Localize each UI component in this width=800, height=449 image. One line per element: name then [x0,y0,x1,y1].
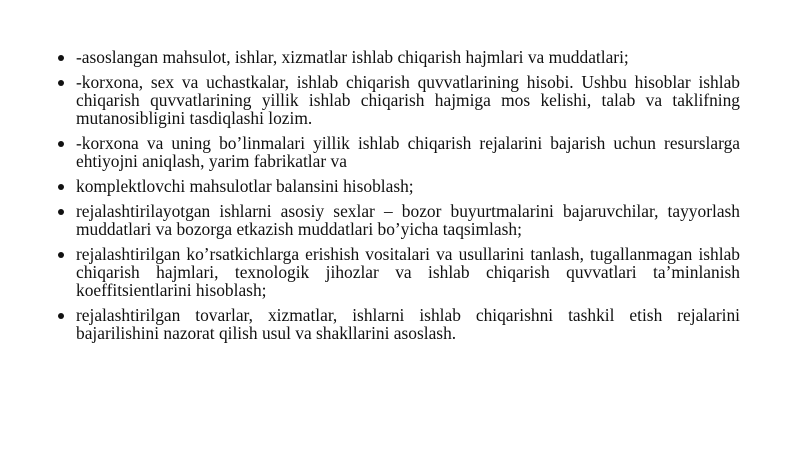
list-item [56,48,740,66]
list-item [56,245,740,299]
list-item [56,134,740,170]
list-item [56,202,740,238]
list-item-text: -asoslangan mahsulot, ishlar, xizmatlar ishlab chiqarish hajmlari va muddatlari; [76,47,629,67]
bullet-dot-icon [58,252,64,258]
list-item-text: rejalashtirilgan ko’rsatkichlarga erishish vositalari va usullarini tanlash, tugallanmagan ishlab chiqarish hajmlari, texnologik jihozlar va ishlab chiqarish quvvatlari ta’minlanish koeffitsientlarini hisoblash; [76,244,740,300]
list-item-text: -korxona va uning bo’linmalari yillik ishlab chiqarish rejalarini bajarish uchun resurslarga ehtiyojni aniqlash, yarim fabrikatlar va [76,133,740,171]
list-item-text: rejalashtirilgan tovarlar, xizmatlar, ishlarni ishlab chiqarishni tashkil etish rejalarini bajarilishini nazorat qilish usul va shakllarini asoslash. [76,305,740,343]
list-item [56,306,740,342]
list-item-text: rejalashtirilayotgan ishlarni asosiy sexlar – bozor buyurtmalarini bajaruvchilar, tayyorlash muddatlari va bozorga etkazish muddatlari bo’yicha taqsimlash; [76,201,740,239]
bullet-dot-icon [58,184,64,190]
bullet-dot-icon [58,80,64,86]
list-item-text: komplektlovchi mahsulotlar balansini hisoblash; [76,176,414,196]
bullet-dot-icon [58,209,64,215]
bullet-dot-icon [58,313,64,319]
bullet-dot-icon [58,55,64,61]
list-item-text: -korxona, sex va uchastkalar, ishlab chiqarish quvvatlarining hisobi. Ushbu hisoblar ishlab chiqarish quvvatlarining yillik ishlab chiqarish hajmiga mos kelishi, talab va taklifning mutanosibligini tasdiqlashi lozim. [76,72,740,128]
bullet-dot-icon [58,141,64,147]
bullet-list [56,48,740,349]
list-item [56,73,740,127]
list-item [56,177,740,195]
